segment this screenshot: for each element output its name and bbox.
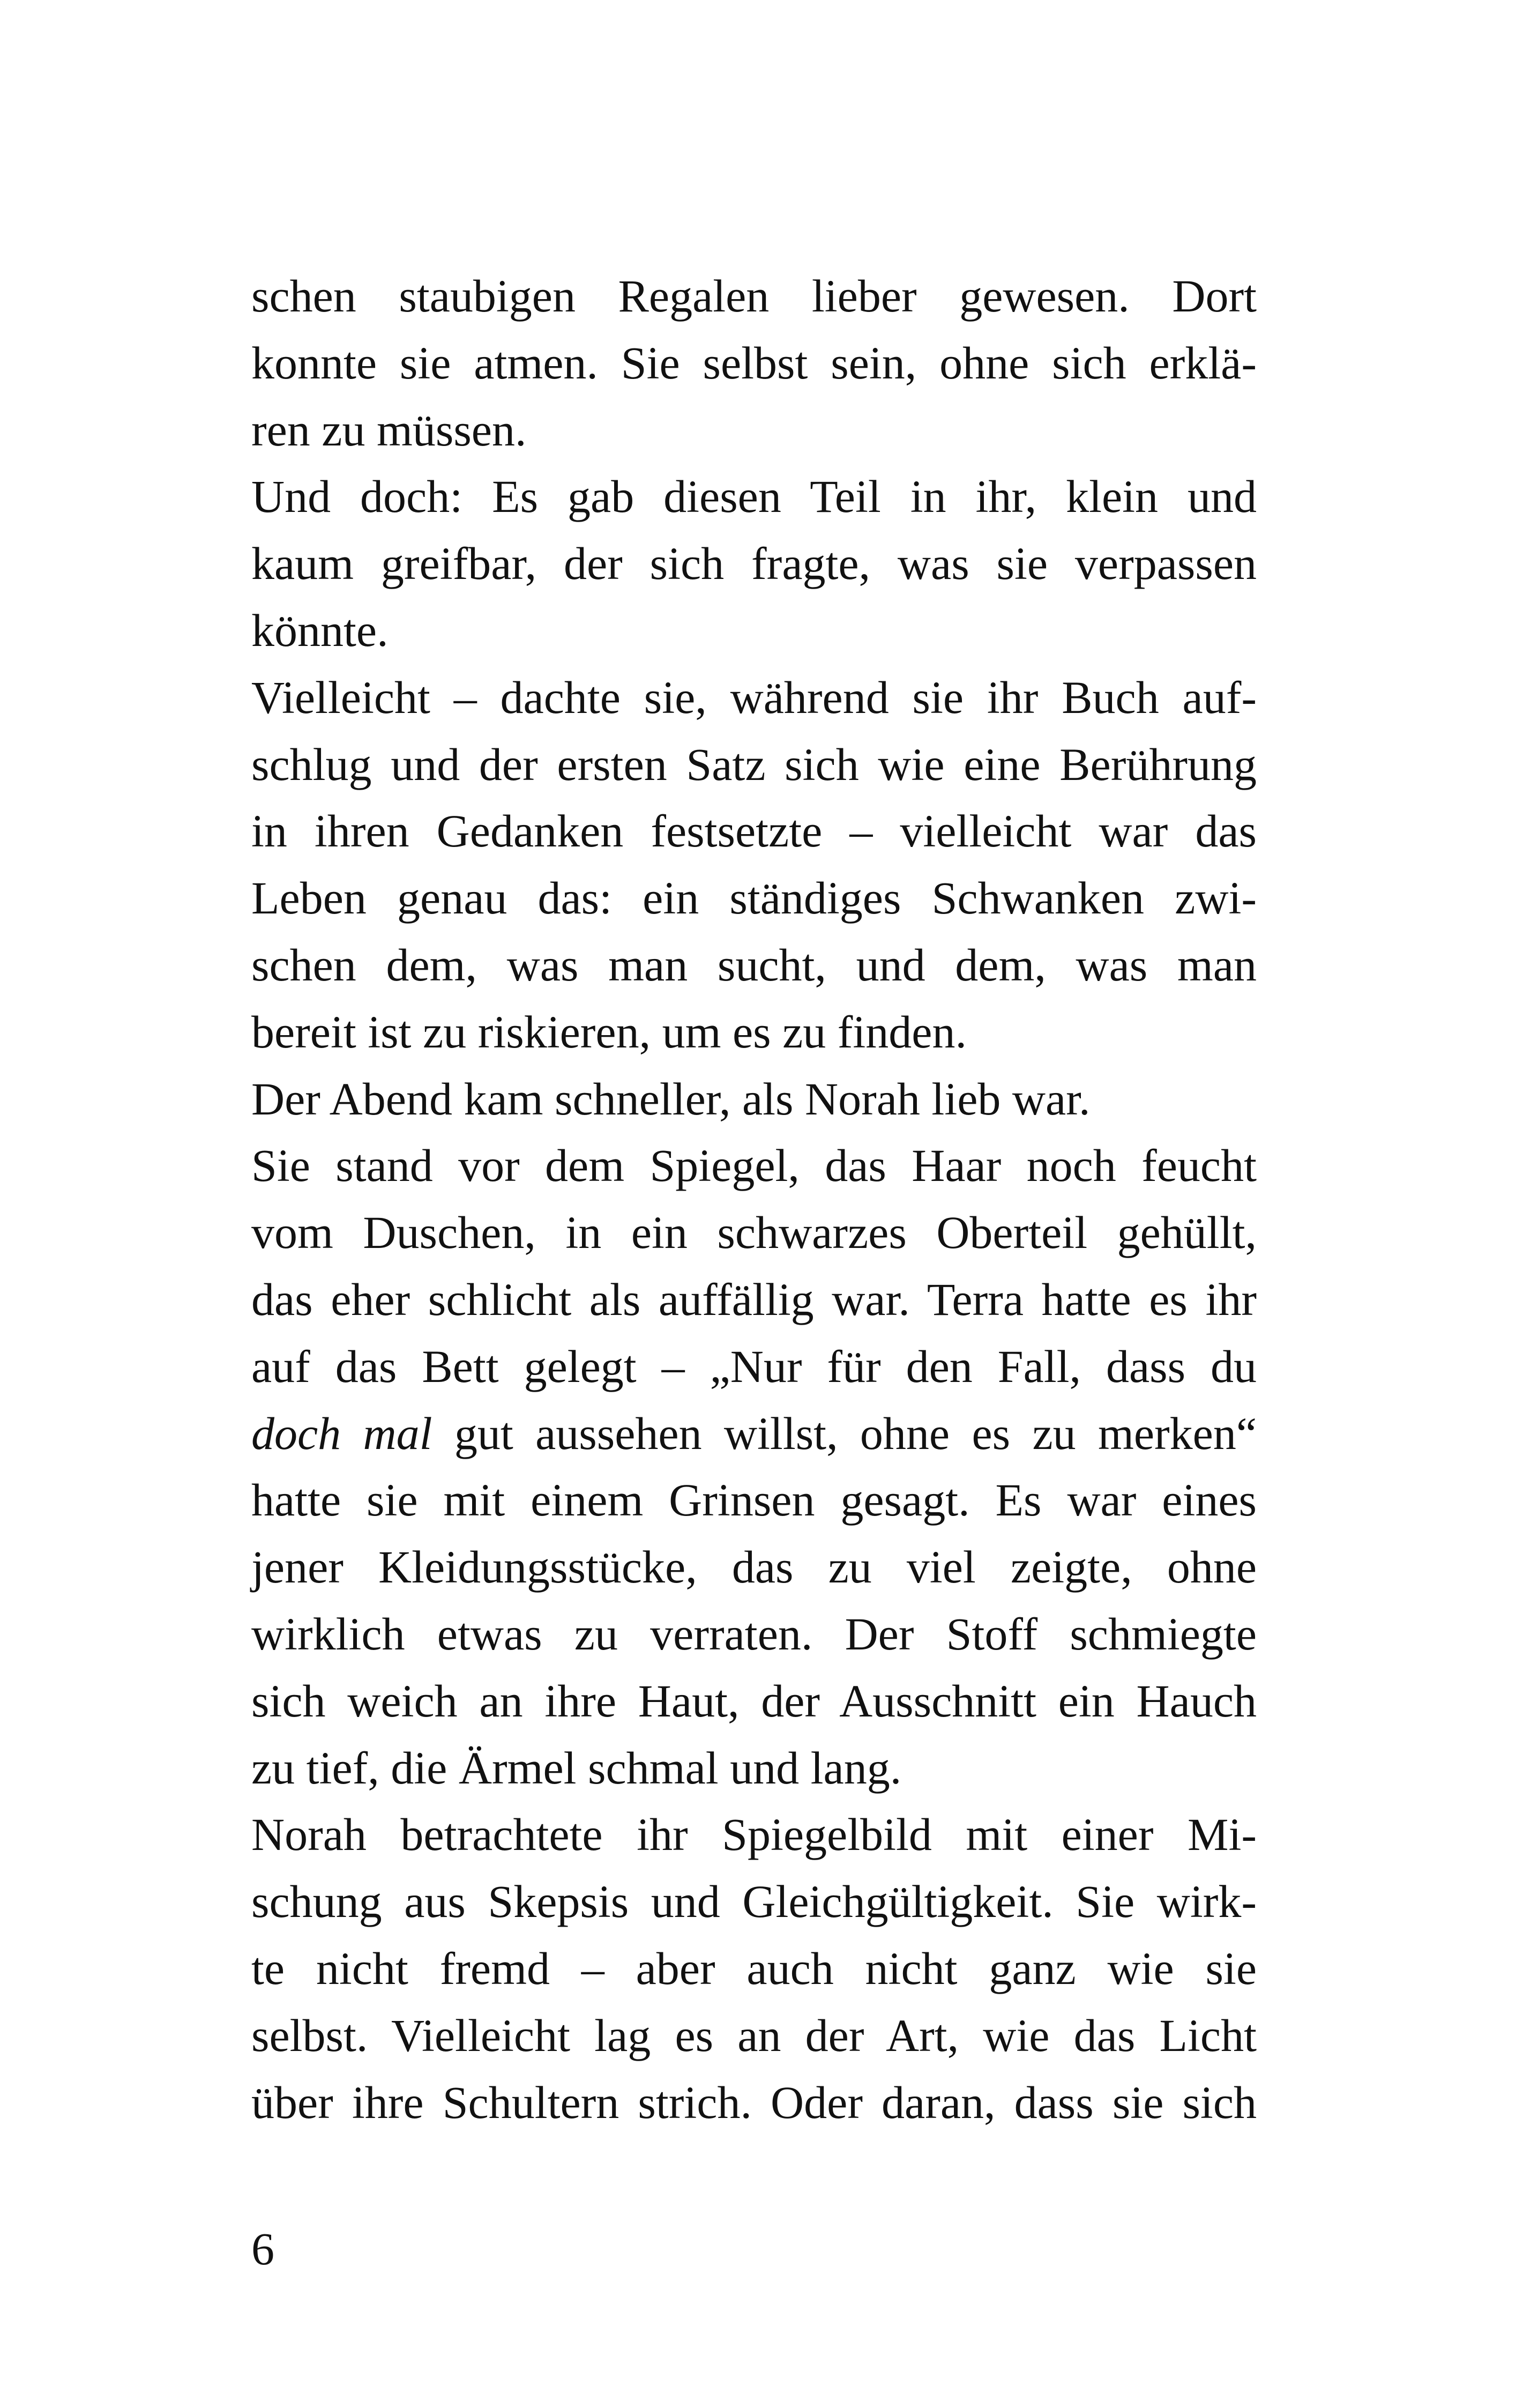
- text-line: Norah betrachtete ihr Spiegelbild mit einer Mi-: [251, 1809, 1257, 1861]
- text-line: bereit ist zu riskieren, um es zu finden.: [251, 1006, 967, 1058]
- text-line: ren zu müssen.: [251, 404, 527, 456]
- page-number: 6: [251, 2223, 274, 2275]
- text-line: Vielleicht – dachte sie, während sie ihr Buch auf-: [251, 671, 1257, 723]
- text-line: kaum greifbar, der sich fragte, was sie verpassen: [251, 538, 1257, 590]
- text-line: könnte.: [251, 604, 389, 656]
- text-line: wirklich etwas zu verraten. Der Stoff schmiegte: [251, 1608, 1257, 1660]
- text-line: Leben genau das: ein ständiges Schwanken zwi-: [251, 872, 1257, 924]
- text-line: zu tief, die Ärmel schmal und lang.: [251, 1742, 902, 1794]
- text-line: Und doch: Es gab diesen Teil in ihr, klein und: [251, 471, 1257, 523]
- text-line: sich weich an ihre Haut, der Ausschnitt ein Hauch: [251, 1675, 1257, 1727]
- text-line: selbst. Vielleicht lag es an der Art, wie das Licht: [251, 2009, 1257, 2061]
- text-line: schen staubigen Regalen lieber gewesen. Dort: [251, 270, 1257, 322]
- text-line: Der Abend kam schneller, als Norah lieb war.: [251, 1073, 1091, 1125]
- text-line: vom Duschen, in ein schwarzes Oberteil gehüllt,: [251, 1207, 1257, 1259]
- text-line: hatte sie mit einem Grinsen gesagt. Es war eines: [251, 1474, 1257, 1526]
- text-line: schung aus Skepsis und Gleichgültigkeit. Sie wirk-: [251, 1876, 1257, 1928]
- text-line: auf das Bett gelegt – „Nur für den Fall, dass du: [251, 1340, 1257, 1392]
- text-line: jener Kleidungsstücke, das zu viel zeigte, ohne: [251, 1541, 1257, 1593]
- text-line: das eher schlicht als auffällig war. Terra hatte es ihr: [251, 1273, 1257, 1325]
- italic-text: doch mal: [251, 1407, 432, 1459]
- text-line: in ihren Gedanken festsetzte – vielleicht war das: [251, 805, 1257, 857]
- text-line: Sie stand vor dem Spiegel, das Haar noch feucht: [251, 1140, 1257, 1192]
- line-rest-text: gut aussehen willst, ohne es zu merken“: [432, 1407, 1257, 1459]
- text-line: schlug und der ersten Satz sich wie eine Berührung: [251, 738, 1257, 790]
- text-line: [251, 1400, 1257, 1467]
- text-line: schen dem, was man sucht, und dem, was man: [251, 939, 1257, 991]
- text-line: konnte sie atmen. Sie selbst sein, ohne sich erklä-: [251, 337, 1257, 389]
- text-line: über ihre Schultern strich. Oder daran, dass sie sich: [251, 2076, 1257, 2128]
- text-line: te nicht fremd – aber auch nicht ganz wie sie: [251, 1942, 1257, 1994]
- body-text: [251, 263, 1257, 2136]
